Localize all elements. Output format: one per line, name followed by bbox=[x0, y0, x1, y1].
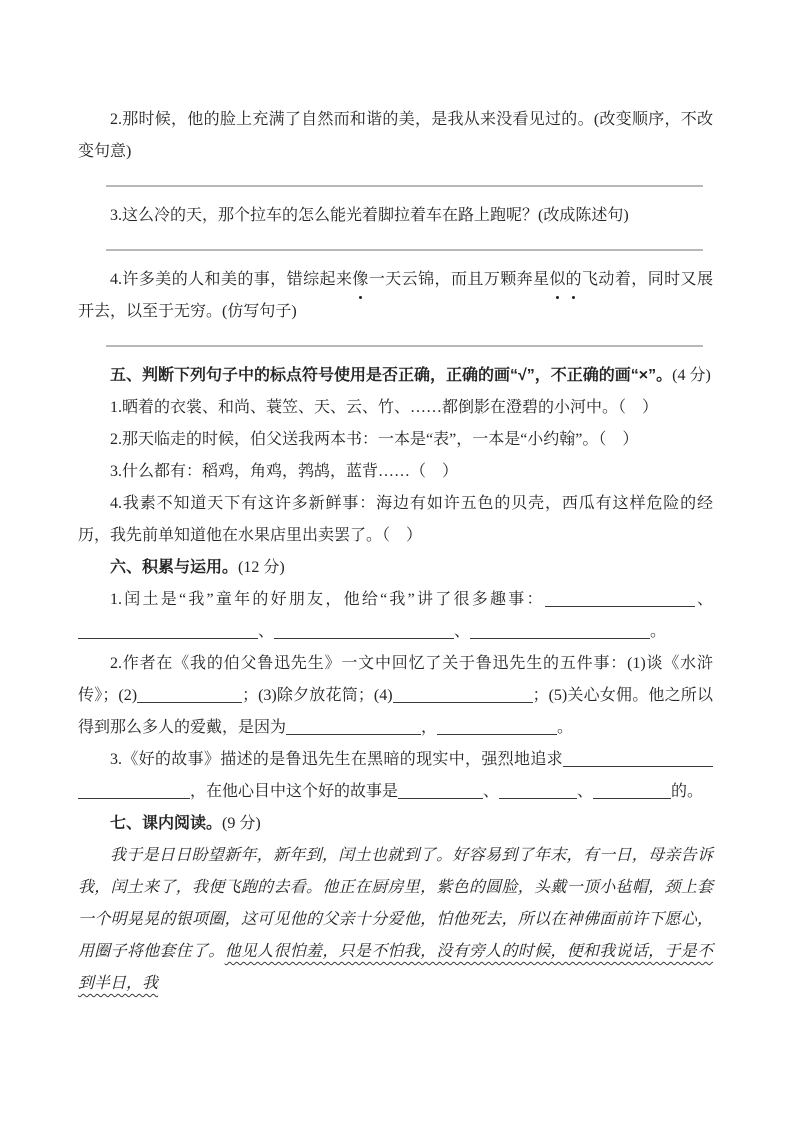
section5-question-4 bbox=[78, 488, 713, 552]
question-text: (12 分) bbox=[238, 559, 285, 576]
question-text: 我于是日日盼望新年，新年到，闰土也就到了。好容易到了年末，有一日，母亲告诉我，闰土来了，我便飞跑的去看。他正在厨房里，紫色的圆脸，头戴一顶小毡帽，颈上套一个明晃晃的银项圈，这可见他的父亲十分爱他，怕他死去，所以在神佛面前许下愿心，用圈子将他套住了。 bbox=[78, 847, 713, 960]
section5-title bbox=[78, 360, 713, 392]
answer-blank[interactable] bbox=[78, 783, 190, 799]
answer-blank[interactable] bbox=[398, 783, 483, 799]
answer-blank[interactable] bbox=[563, 751, 713, 767]
answer-blank[interactable] bbox=[78, 623, 258, 639]
question-text: 1.闰土是“我”童年的好朋友，他给“我”讲了很多趣事： bbox=[110, 591, 545, 608]
section-title-text: 七、课内阅读。 bbox=[110, 815, 223, 832]
section-title-text: 六、积累与运用。 bbox=[110, 559, 239, 576]
question-text: (9 分) bbox=[222, 815, 261, 832]
answer-blank[interactable] bbox=[593, 783, 671, 799]
emphasis-char: 像 bbox=[352, 264, 368, 296]
section-title-text: 五、判断下列句子中的标点符号使用是否正确，正确的画“√”，不正确的画“×”。 bbox=[110, 367, 673, 384]
question-text: 、 bbox=[577, 783, 594, 800]
question-text: 2.那天临走的时候，伯父送我两本书：一本是“表”，一本是“小约翰”。（ ） bbox=[110, 431, 639, 448]
answer-line-3[interactable] bbox=[106, 345, 703, 347]
question-text: 、 bbox=[694, 591, 713, 608]
answer-blank[interactable] bbox=[545, 591, 695, 607]
answer-blank[interactable] bbox=[393, 687, 533, 703]
question-text: 、 bbox=[454, 623, 471, 640]
answer-line-2[interactable] bbox=[106, 249, 703, 251]
wavy-underline-text: 他见人很怕羞，只是不怕我，没有旁人的时候，便和我说话，于是不到半日，我 bbox=[78, 943, 713, 992]
question-text: 、 bbox=[258, 623, 275, 640]
question-text: 3.这么冷的天，那个拉车的怎么能光着脚拉着车在路上跑呢？(改成陈述句) bbox=[110, 207, 629, 224]
section4-question-2 bbox=[78, 104, 713, 168]
answer-blank[interactable] bbox=[470, 623, 650, 639]
section5-question-2 bbox=[78, 424, 713, 456]
question-text: ；(3)除夕放花筒；(4) bbox=[242, 687, 393, 704]
question-text: ；(5)关心女佣。他之所以得到那么多人的爱戴，是因为 bbox=[78, 687, 713, 736]
answer-line-1[interactable] bbox=[106, 185, 703, 187]
answer-blank[interactable] bbox=[137, 687, 242, 703]
question-text: 2.作者在《我的伯父鲁迅先生》一文中回忆了关于鲁迅先生的五件事：(1)谈《水浒传》；(2) bbox=[78, 655, 713, 704]
section6-question-1 bbox=[78, 584, 713, 648]
question-text: ，在他心目中这个好的故事是 bbox=[190, 783, 399, 800]
question-text: 4.我素不知道天下有这许多新鲜事：海边有如许五色的贝壳，西瓜有这样危险的经历，我先前单知道他在水果店里出卖罢了。（ ） bbox=[78, 495, 713, 544]
question-text: 1.晒着的衣裳、和尚、蓑笠、天、云、竹、……都倒影在澄碧的小河中。（ ） bbox=[110, 399, 659, 416]
question-text: 4.许多美的人和美的事，错综起来 bbox=[110, 271, 353, 288]
question-text: 3.什么都有：稻鸡，角鸡，鹁鸪，蓝背……（ ） bbox=[110, 463, 459, 480]
question-text: 飞动着，同时又展开去，以至于无穷。(仿写句子) bbox=[78, 271, 713, 320]
section4-question-4 bbox=[78, 264, 713, 328]
answer-blank[interactable] bbox=[437, 719, 557, 735]
question-text: ， bbox=[421, 719, 438, 736]
section6-title bbox=[78, 552, 713, 584]
section5-question-1 bbox=[78, 392, 713, 424]
question-text: (4 分) bbox=[672, 367, 711, 384]
question-text: 的。 bbox=[671, 783, 704, 800]
exam-content bbox=[78, 104, 713, 1000]
answer-blank[interactable] bbox=[286, 719, 421, 735]
question-text: 3.《好的故事》描述的是鲁迅先生在黑暗的现实中，强烈地追求 bbox=[110, 751, 563, 768]
answer-blank[interactable] bbox=[499, 783, 577, 799]
emphasis-char: 的 bbox=[566, 264, 582, 296]
question-text: 。 bbox=[650, 623, 667, 640]
question-text: 。 bbox=[557, 719, 574, 736]
question-text: 、 bbox=[483, 783, 500, 800]
emphasis-char: 似 bbox=[550, 264, 566, 296]
section6-question-2 bbox=[78, 648, 713, 744]
answer-blank[interactable] bbox=[274, 623, 454, 639]
section7-title bbox=[78, 808, 713, 840]
section5-question-3 bbox=[78, 456, 713, 488]
section6-question-3 bbox=[78, 744, 713, 808]
section4-question-3 bbox=[78, 200, 713, 232]
question-text: 一天云锦，而且万颗奔星 bbox=[368, 271, 550, 288]
question-text: 2.那时候，他的脸上充满了自然而和谐的美，是我从来没看见过的。(改变顺序，不改变句意) bbox=[78, 111, 713, 160]
section7-passage bbox=[78, 840, 713, 1000]
